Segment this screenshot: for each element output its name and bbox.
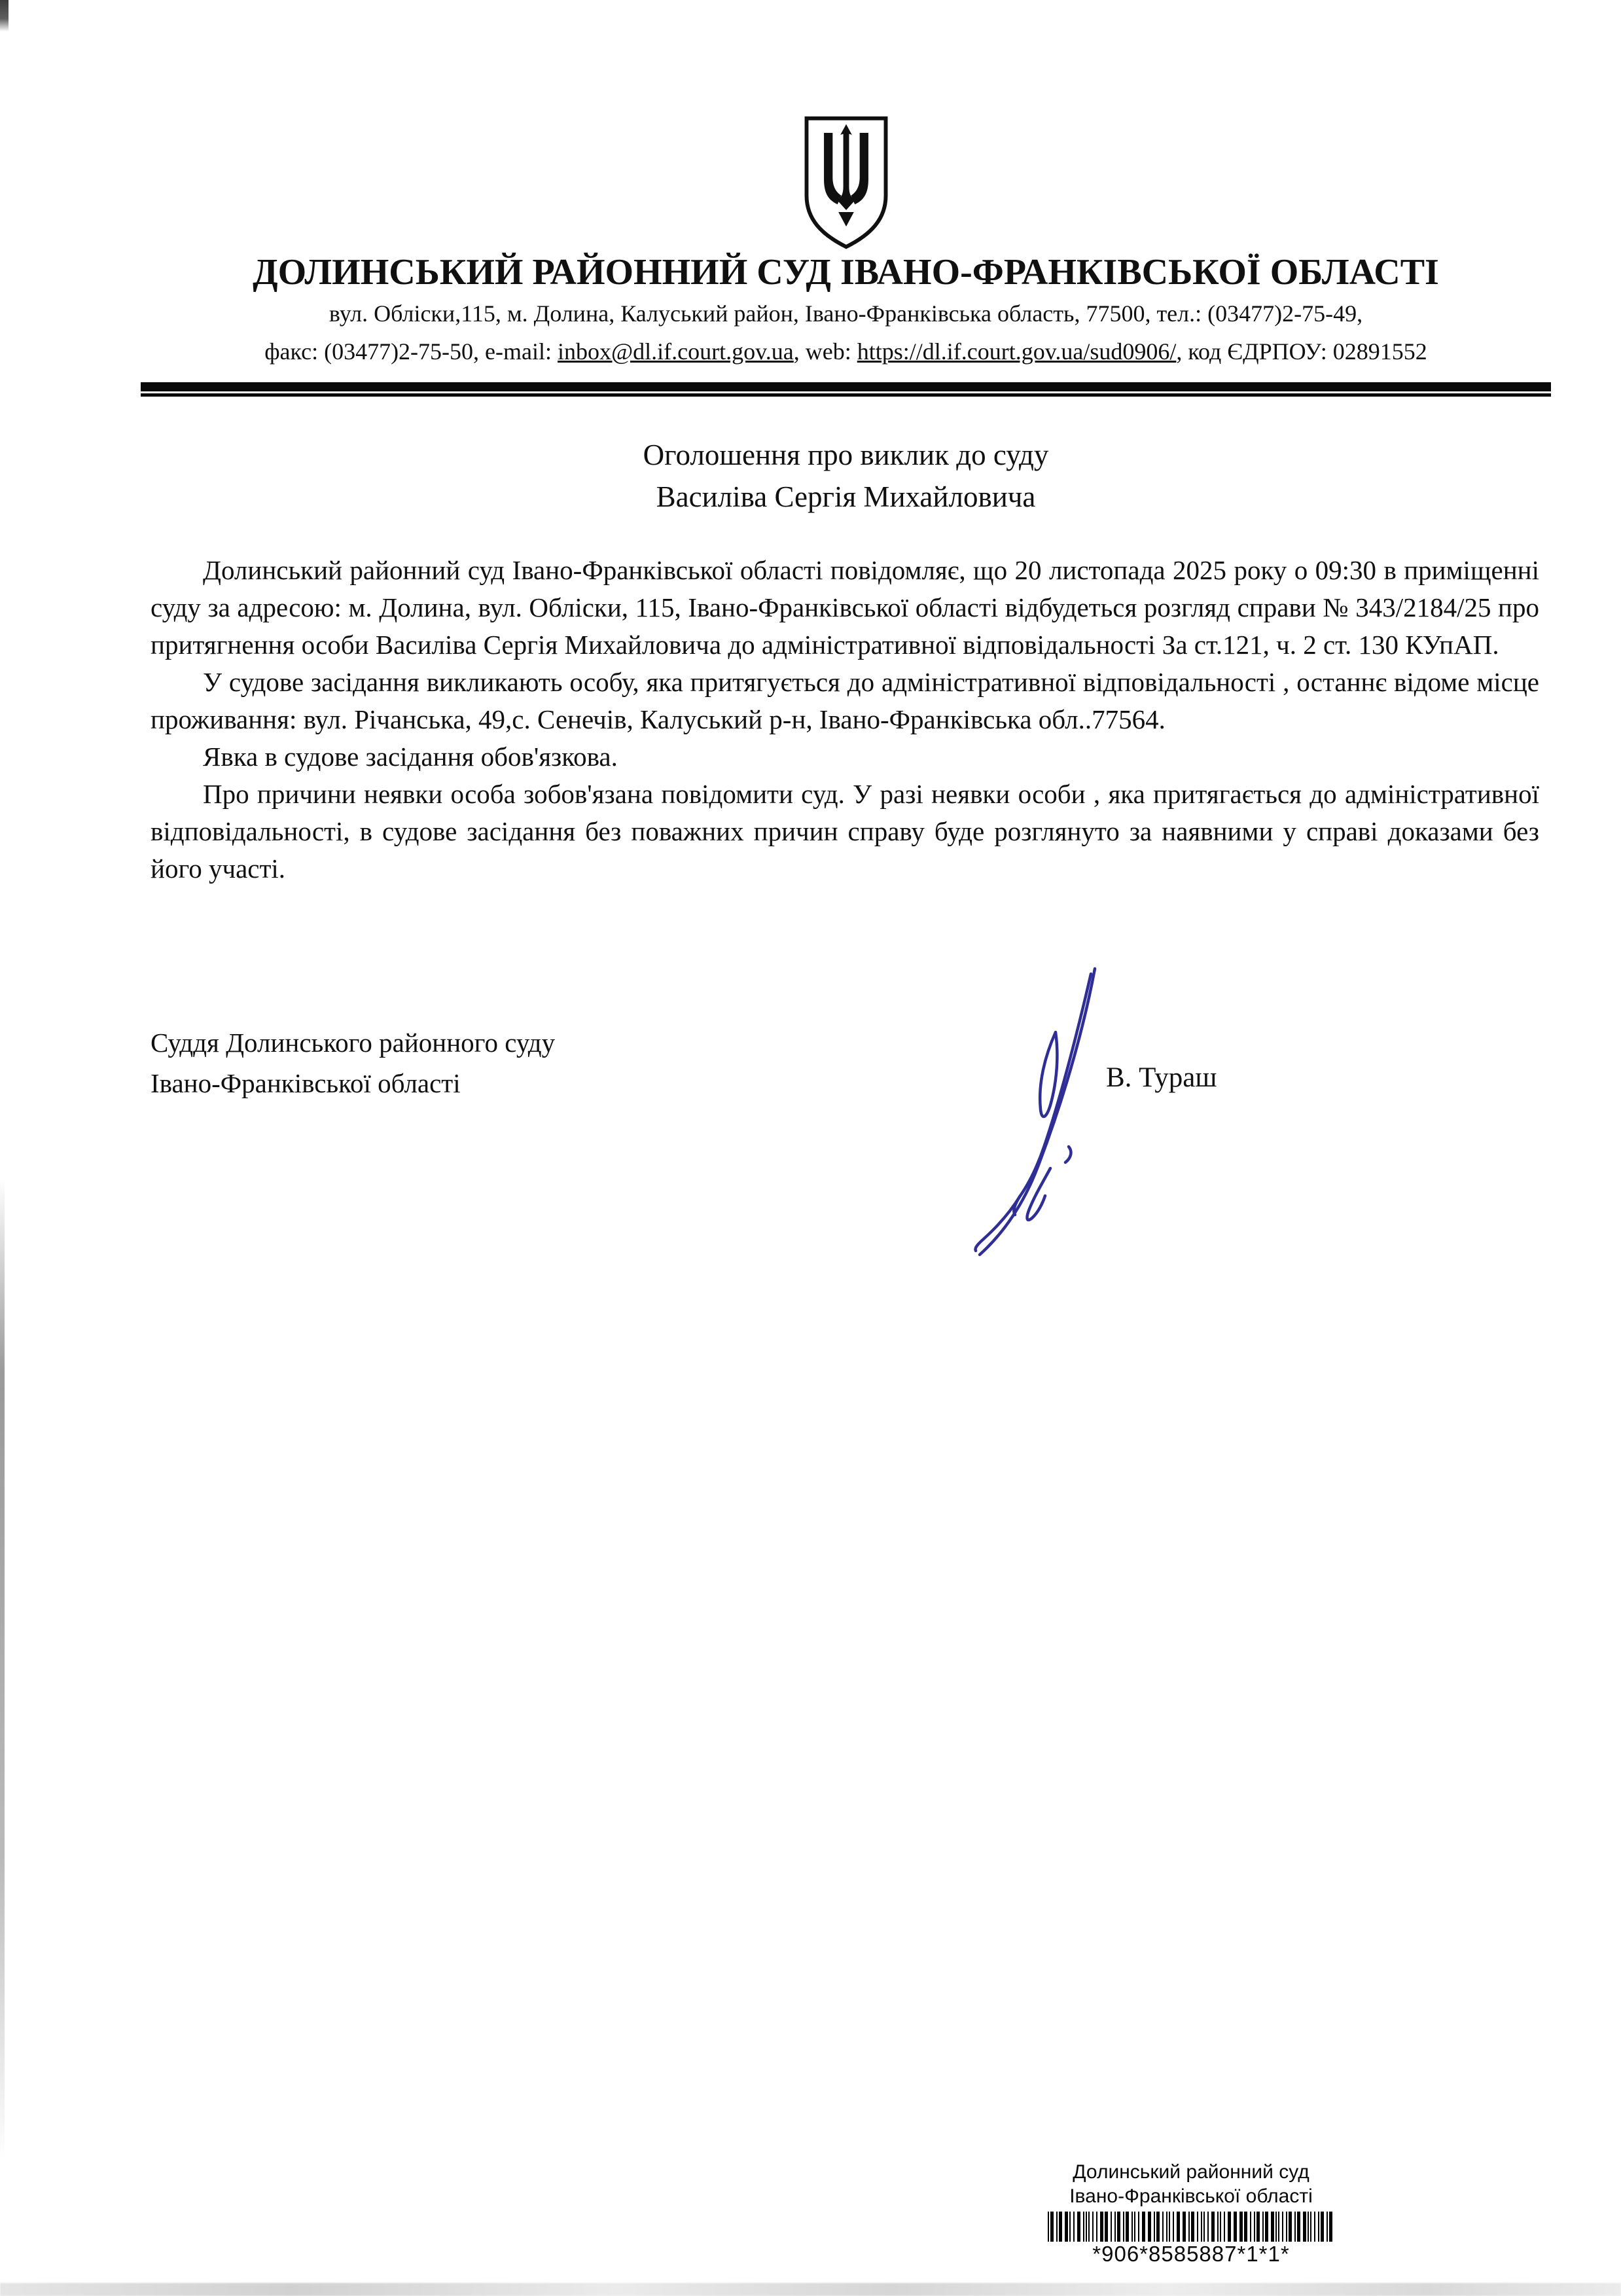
judge-title-line-2: Івано-Франківської області	[151, 1068, 461, 1098]
barcode-value: *906*8585887*1*1*	[1092, 2242, 1290, 2266]
barcode	[1008, 2212, 1374, 2242]
title-line-1: Оголошення про виклик до суду	[643, 439, 1049, 471]
court-address-line: вул. Обліски,115, м. Долина, Калуський район, Івано-Франківська область, 77500, тел.: (03477)2-75-49,	[329, 300, 1363, 327]
divider-thin-line	[141, 393, 1551, 397]
divider-thick-line	[141, 382, 1551, 391]
stamp-court-region: Івано-Франківської області	[1069, 2185, 1313, 2207]
ukraine-trident-emblem-icon	[798, 113, 895, 253]
court-contacts-line	[141, 338, 1551, 365]
scan-artifact-bottom	[0, 2283, 1621, 2296]
web-link: https://dl.if.court.gov.ua/sud0906/	[857, 338, 1177, 365]
handwritten-signature	[952, 952, 1142, 1273]
scan-artifact-left-edge	[0, 1178, 5, 2160]
paragraph-4: Про причини неявки особа зобов'язана повідомити суд. У разі неявки особи , яка притягається до адміністративної відповідальності, в судове засідання без поважних причин справу буде розглянуто за наявними у справі доказами без його участі.	[151, 779, 1539, 884]
header-divider	[141, 382, 1551, 397]
scan-artifact-top-left	[0, 0, 9, 31]
court-name: ДОЛИНСЬКИЙ РАЙОННИЙ СУД ІВАНО-ФРАНКІВСЬКОЇ ОБЛАСТІ	[253, 252, 1439, 293]
paragraph-3: Явка в судове засідання обов'язкова.	[203, 742, 618, 772]
fax-text: факс: (03477)2-75-50, e-mail:	[264, 338, 558, 365]
web-label: , web:	[793, 338, 857, 365]
document-body	[151, 552, 1539, 888]
judge-name: В. Тураш	[1106, 1062, 1217, 1093]
paragraph-2: У судове засідання викликають особу, яка притягується до адміністративної відповідальності , останнє відоме місце проживання: вул. Річанська, 49,с. Сенечів, Калуський р-н, Івано-Франківська обл..77564.	[151, 667, 1539, 734]
title-line-2: Василіва Сергія Михайловича	[656, 480, 1036, 513]
judge-title-block	[151, 1022, 555, 1103]
registration-stamp	[1008, 2160, 1374, 2266]
document-title	[141, 434, 1551, 518]
email-link: inbox@dl.if.court.gov.ua	[558, 338, 794, 365]
judge-title-line-1: Суддя Долинського районного суду	[151, 1028, 556, 1058]
stamp-court-name: Долинський районний суд	[1073, 2161, 1309, 2183]
edrpou-text: , код ЄДРПОУ: 02891552	[1176, 338, 1427, 365]
paragraph-1: Долинський районний суд Івано-Франківської області повідомляє, що 20 листопада 2025 року о 09:30 в приміщенні суду за адресою: м. Долина, вул. Обліски, 115, Івано-Франківської області відбудеться розгляд справи № 343/2184/25 про притягнення особи Василіва Сергія Михайловича до адміністративної відповідальності За ст.121, ч. 2 ст. 130 КУпАП.	[151, 555, 1539, 660]
